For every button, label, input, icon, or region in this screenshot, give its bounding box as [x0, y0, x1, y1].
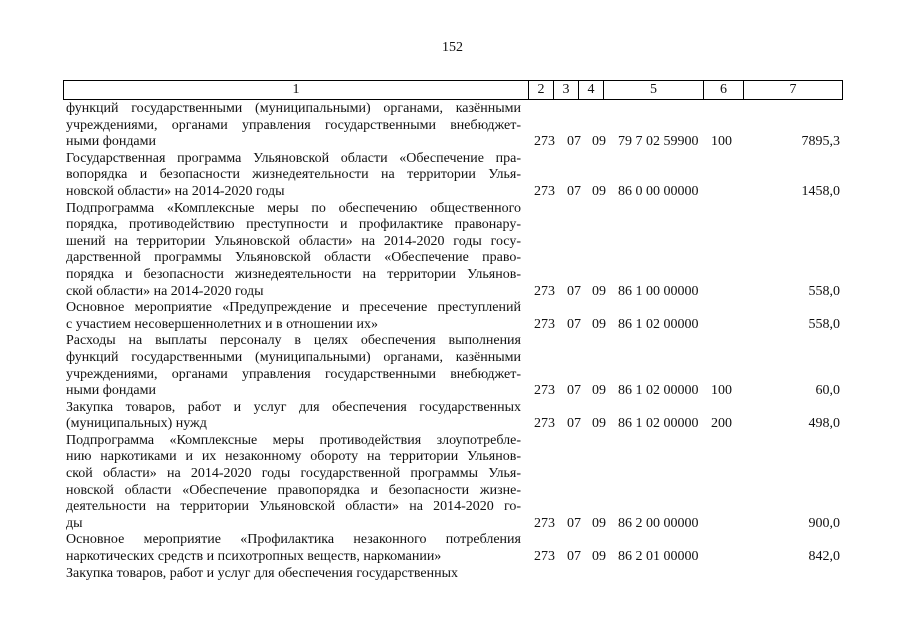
section-code: 07	[567, 549, 581, 565]
subsection-code: 09	[592, 416, 606, 432]
row-values	[66, 549, 846, 566]
description-line: функций государственными (муниципальными) органами, казёнными	[66, 349, 521, 365]
table-row	[66, 151, 846, 201]
amount: 900,0	[808, 515, 840, 531]
row-values	[66, 134, 846, 151]
target-article-code: 86 0 00 00000	[618, 183, 699, 199]
description-line: порядка, противодействию преступности и профилактике правонару-	[66, 217, 521, 233]
description-line: Закупка товаров, работ и услуг для обеспечения государственных	[66, 565, 459, 581]
subsection-code: 09	[592, 549, 606, 565]
table-row	[66, 566, 846, 583]
target-article-code: 86 1 02 00000	[618, 416, 699, 432]
row-values	[66, 184, 846, 201]
admin-code: 273	[534, 134, 555, 150]
subsection-code: 09	[592, 316, 606, 332]
admin-code: 273	[534, 549, 555, 565]
section-code: 07	[567, 183, 581, 199]
section-code: 07	[567, 515, 581, 531]
amount: 1458,0	[801, 183, 840, 199]
subsection-code: 09	[592, 383, 606, 399]
description-line: дарственной программы Ульяновской области «Обеспечение право-	[66, 250, 521, 266]
amount: 498,0	[808, 416, 840, 432]
row-values	[66, 566, 846, 583]
row-values	[66, 416, 846, 433]
description-line: ды	[66, 515, 83, 531]
amount: 60,0	[815, 383, 840, 399]
table-row	[66, 433, 846, 533]
description-line: новской области» на 2014-2020 годы	[66, 183, 285, 199]
description-line: учреждениями, органами управления государственными внебюджет-	[66, 366, 521, 382]
admin-code: 273	[534, 283, 555, 299]
amount: 558,0	[808, 283, 840, 299]
description-line: шений на территории Ульяновской области» на 2014-2020 годы госу-	[66, 233, 521, 249]
section-code: 07	[567, 134, 581, 150]
table-row	[66, 300, 846, 333]
description-line: (муниципальных) нужд	[66, 416, 207, 432]
description-line: ской области» на 2014-2020 годы государственной программы Улья-	[66, 466, 521, 482]
description-line: Государственная программа Ульяновской области «Обеспечение пра-	[66, 150, 521, 166]
table-row	[66, 201, 846, 301]
description-line: вопорядка и безопасности жизнедеятельности на территории Улья-	[66, 167, 521, 183]
admin-code: 273	[534, 383, 555, 399]
description-line: учреждениями, органами управления государственными внебюджет-	[66, 117, 521, 133]
admin-code: 273	[534, 515, 555, 531]
table-body	[66, 101, 846, 582]
description-line: наркотических средств и психотропных веществ, наркомании»	[66, 549, 442, 565]
header-col-6: 6	[703, 81, 743, 99]
expense-type-code: 100	[711, 134, 732, 150]
description-line: Подпрограмма «Комплексные меры по обеспечению общественного	[66, 200, 521, 216]
description-line: Расходы на выплаты персоналу в целях обеспечения выполнения	[66, 333, 521, 349]
description-line: Закупка товаров, работ и услуг для обеспечения государственных	[66, 399, 521, 415]
description-line: функций государственными (муниципальными) органами, казёнными	[66, 101, 521, 116]
target-article-code: 86 2 01 00000	[618, 549, 699, 565]
section-code: 07	[567, 316, 581, 332]
table-header	[63, 80, 843, 100]
admin-code: 273	[534, 316, 555, 332]
target-article-code: 86 1 02 00000	[618, 316, 699, 332]
table-row	[66, 101, 846, 151]
amount: 842,0	[808, 549, 840, 565]
amount: 7895,3	[801, 134, 840, 150]
page-number: 152	[442, 40, 463, 55]
header-col-4: 4	[578, 81, 603, 99]
row-values	[66, 516, 846, 533]
description-line: ными фондами	[66, 383, 157, 399]
header-col-3: 3	[553, 81, 578, 99]
description-line: Основное мероприятие «Профилактика незаконного потребления	[66, 532, 521, 548]
target-article-code: 86 1 02 00000	[618, 383, 699, 399]
description-line: порядка и безопасности жизнедеятельности на территории Ульянов-	[66, 266, 521, 282]
row-values	[66, 284, 846, 301]
section-code: 07	[567, 416, 581, 432]
description-line: с участием несовершеннолетних и в отношении их»	[66, 316, 378, 332]
table-row	[66, 333, 846, 399]
header-col-2: 2	[528, 81, 553, 99]
description-line: ными фондами	[66, 134, 157, 150]
header-col-7: 7	[743, 81, 843, 99]
expense-type-code: 200	[711, 416, 732, 432]
description-line: деятельности на территории Ульяновской области» на 2014-2020 го-	[66, 499, 521, 515]
description-line: Подпрограмма «Комплексные меры противодействия злоупотребле-	[66, 432, 521, 448]
amount: 558,0	[808, 316, 840, 332]
subsection-code: 09	[592, 515, 606, 531]
target-article-code: 86 2 00 00000	[618, 515, 699, 531]
description-line: новской области «Обеспечение правопорядка и безопасности жизне-	[66, 482, 521, 498]
subsection-code: 09	[592, 134, 606, 150]
description-line: ской области» на 2014-2020 годы	[66, 283, 264, 299]
target-article-code: 79 7 02 59900	[618, 134, 699, 150]
section-code: 07	[567, 383, 581, 399]
header-col-5: 5	[603, 81, 703, 99]
description-line: Основное мероприятие «Предупреждение и пресечение преступлений	[66, 300, 521, 316]
row-values	[66, 383, 846, 400]
subsection-code: 09	[592, 183, 606, 199]
table-row	[66, 400, 846, 433]
subsection-code: 09	[592, 283, 606, 299]
header-col-1: 1	[63, 81, 528, 99]
section-code: 07	[567, 283, 581, 299]
admin-code: 273	[534, 416, 555, 432]
description-line: нию наркотиками и их незаконному обороту на территории Ульянов-	[66, 449, 521, 465]
table-row	[66, 532, 846, 565]
row-values	[66, 317, 846, 334]
target-article-code: 86 1 00 00000	[618, 283, 699, 299]
expense-type-code: 100	[711, 383, 732, 399]
admin-code: 273	[534, 183, 555, 199]
